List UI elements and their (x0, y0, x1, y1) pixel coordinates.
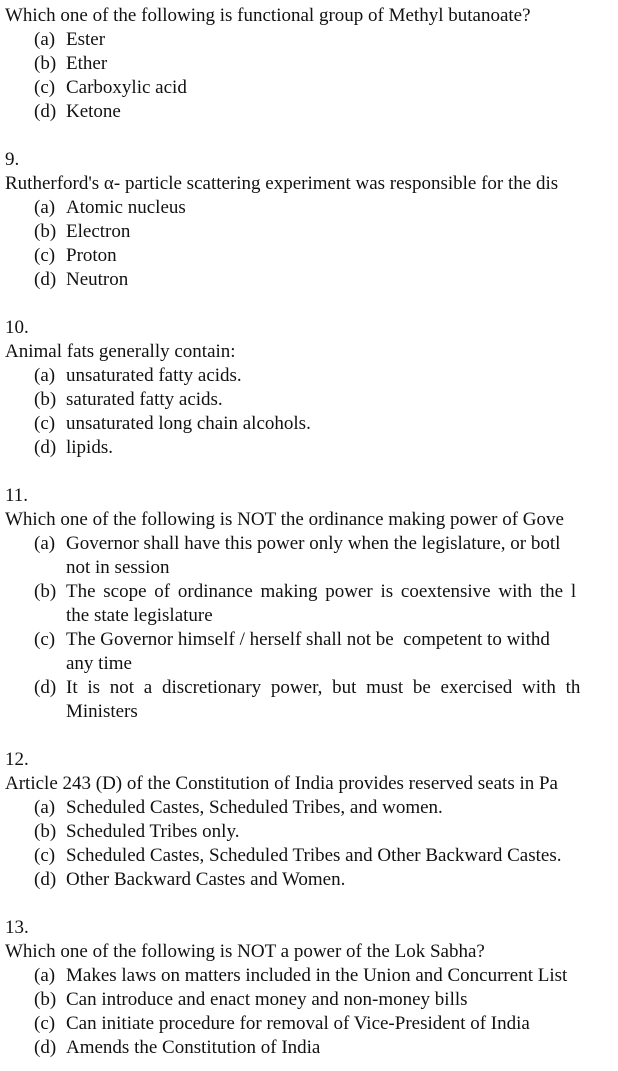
option-label: (d) (34, 101, 57, 122)
option-line: Ministers (66, 701, 138, 722)
option-label: (b) (34, 581, 57, 602)
option-text: saturated fatty acids. (66, 389, 223, 410)
question-9 (5, 148, 618, 292)
option-text: unsaturated long chain alcohols. (66, 413, 311, 434)
spacer (5, 460, 618, 484)
question-12 (5, 748, 618, 892)
question-text: Which one of the following is functional group of Methyl butanoate? (5, 5, 531, 26)
question-number: 12. (5, 749, 29, 770)
option-a (5, 364, 618, 388)
option-a (5, 28, 618, 52)
option-text: Proton (66, 245, 117, 266)
option-list (5, 796, 618, 892)
question-text: Animal fats generally contain: (5, 341, 236, 362)
question-number: 9. (5, 149, 20, 170)
option-text: Scheduled Castes, Scheduled Tribes, and women. (66, 797, 443, 818)
option-label: (c) (34, 77, 56, 98)
option-line: not in session (66, 557, 170, 578)
option-a (5, 196, 618, 220)
option-text: Atomic nucleus (66, 197, 186, 218)
option-text: Makes laws on matters included in the Union and Concurrent List (66, 965, 568, 986)
spacer (5, 292, 618, 316)
option-label: (a) (34, 533, 56, 554)
option-a (5, 964, 618, 988)
option-label: (b) (34, 221, 57, 242)
option-b (5, 220, 618, 244)
option-label: (b) (34, 989, 57, 1010)
option-c (5, 76, 618, 100)
option-text: Amends the Constitution of India (66, 1037, 321, 1058)
option-text (66, 580, 618, 628)
option-label: (c) (34, 413, 56, 434)
option-text: Ketone (66, 101, 121, 122)
option-label: (c) (34, 1013, 56, 1034)
option-text: Ester (66, 29, 106, 50)
option-label: (a) (34, 29, 56, 50)
option-text (66, 676, 618, 724)
option-text: Neutron (66, 269, 129, 290)
option-label: (d) (34, 269, 57, 290)
option-c (5, 628, 618, 676)
option-b (5, 388, 618, 412)
question-13 (5, 916, 618, 1060)
option-label: (a) (34, 797, 56, 818)
option-text: Can introduce and enact money and non-money bills (66, 989, 468, 1010)
question-8 (5, 4, 618, 124)
option-text: Other Backward Castes and Women. (66, 869, 346, 890)
spacer (5, 892, 618, 916)
option-d (5, 436, 618, 460)
spacer (5, 124, 618, 148)
option-list (5, 28, 618, 124)
option-a (5, 532, 618, 580)
option-b (5, 52, 618, 76)
option-label: (a) (34, 365, 56, 386)
option-d (5, 100, 618, 124)
option-line: any time (66, 653, 132, 674)
option-text: Can initiate procedure for removal of Vice-President of India (66, 1013, 530, 1034)
option-label: (c) (34, 629, 56, 650)
question-number: 10. (5, 317, 29, 338)
option-text: Ether (66, 53, 108, 74)
option-d (5, 676, 618, 724)
option-b (5, 988, 618, 1012)
option-a (5, 796, 618, 820)
option-label: (c) (34, 245, 56, 266)
option-c (5, 412, 618, 436)
option-c (5, 844, 618, 868)
spacer (5, 724, 618, 748)
question-text: Which one of the following is NOT a power of the Lok Sabha? (5, 941, 485, 962)
option-d (5, 868, 618, 892)
option-d (5, 1036, 618, 1060)
option-list (5, 532, 618, 724)
question-number: 11. (5, 485, 29, 506)
option-line: The scope of ordinance making power is coextensive with the l (66, 581, 577, 602)
option-label: (d) (34, 869, 57, 890)
option-label: (a) (34, 197, 56, 218)
option-text: Scheduled Tribes only. (66, 821, 240, 842)
question-number: 13. (5, 917, 29, 938)
option-text: Scheduled Castes, Scheduled Tribes and Other Backward Castes. (66, 845, 562, 866)
option-line: It is not a discretionary power, but must be exercised with th (66, 677, 581, 698)
option-b (5, 580, 618, 628)
option-text (66, 532, 618, 580)
option-c (5, 244, 618, 268)
option-b (5, 820, 618, 844)
option-line: the state legislature (66, 605, 213, 626)
option-text: Carboxylic acid (66, 77, 187, 98)
option-label: (b) (34, 389, 57, 410)
question-10 (5, 316, 618, 460)
option-line: Governor shall have this power only when the legislature, or botl (66, 533, 561, 554)
option-d (5, 268, 618, 292)
option-list (5, 196, 618, 292)
option-label: (d) (34, 437, 57, 458)
option-c (5, 1012, 618, 1036)
option-text: Electron (66, 221, 131, 242)
question-text: Article 243 (D) of the Constitution of India provides reserved seats in Pa (5, 773, 558, 794)
question-document (5, 4, 618, 1060)
question-11 (5, 484, 618, 724)
option-list (5, 964, 618, 1060)
option-label: (d) (34, 1037, 57, 1058)
option-label: (a) (34, 965, 56, 986)
option-text: unsaturated fatty acids. (66, 365, 242, 386)
option-label: (b) (34, 821, 57, 842)
option-text (66, 628, 618, 676)
option-list (5, 364, 618, 460)
question-text: Which one of the following is NOT the ordinance making power of Gove (5, 509, 564, 530)
option-label: (c) (34, 845, 56, 866)
option-text: lipids. (66, 437, 113, 458)
option-line: The Governor himself / herself shall not be competent to withd (66, 629, 550, 650)
option-label: (b) (34, 53, 57, 74)
question-text: Rutherford's α- particle scattering experiment was responsible for the dis (5, 173, 559, 194)
option-label: (d) (34, 677, 57, 698)
